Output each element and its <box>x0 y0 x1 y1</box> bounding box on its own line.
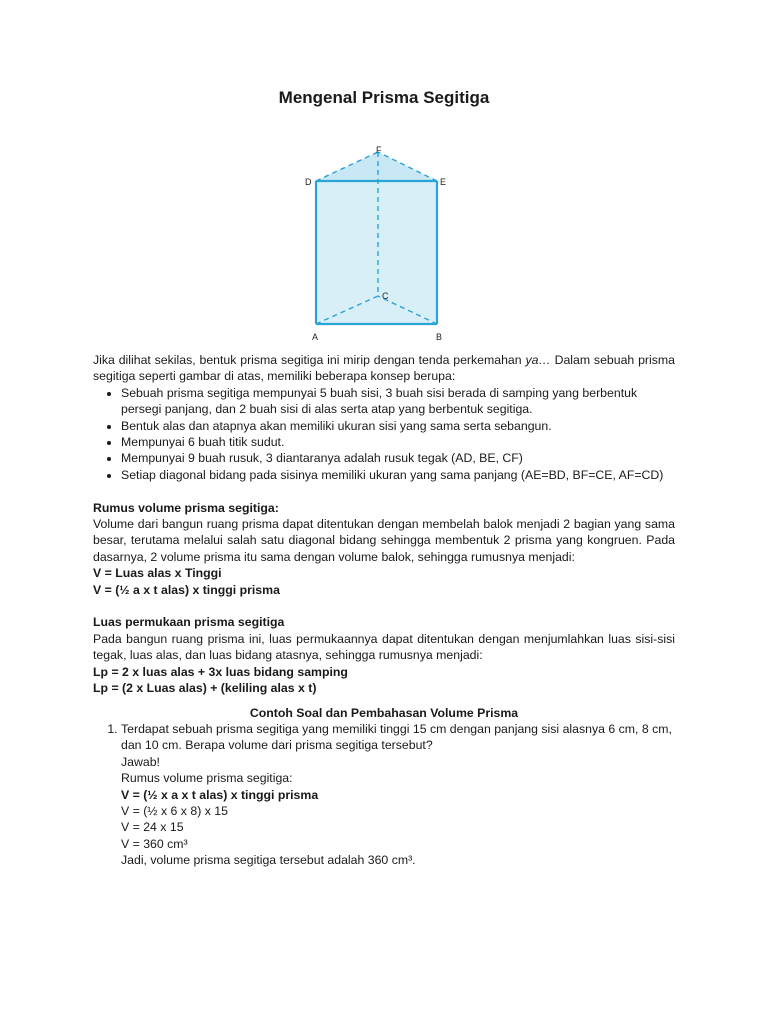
example-question: 1. Terdapat sebuah prisma segitiga yang memiliki tinggi 15 cm dengan panjang sisi alasnya 6 cm, 8 cm, dan 10 cm. Berapa volume dari prisma segitiga tersebut? <box>121 721 672 753</box>
page-title: Mengenal Prisma Segitiga <box>278 88 490 107</box>
intro-text-ya: ya… <box>525 353 551 367</box>
list-item: • Mempunyai 6 buah titik sudut. <box>121 434 675 450</box>
example-formula: V = (½ x a x t alas) x tinggi prisma <box>121 787 319 802</box>
surface-formula-1: Lp = 2 x luas alas + 3x luas bidang samping <box>93 664 348 679</box>
prism-front-face <box>316 181 437 324</box>
vertex-label-A: A <box>312 332 319 342</box>
document-body <box>93 352 675 869</box>
example-list <box>93 721 675 869</box>
example-step-1: V = (½ x 6 x 8) x 15 <box>121 803 228 818</box>
surface-heading: Luas permukaan prisma segitiga <box>93 615 285 630</box>
list-item: • Mempunyai 9 buah rusuk, 3 diantaranya adalah rusuk tegak (AD, BE, CF) <box>121 450 675 466</box>
vertex-label-B: B <box>436 332 443 342</box>
list-item: • Setiap diagonal bidang pada sisinya memiliki ukuran yang sama panjang (AE=BD, BF=CE, AF=CD) <box>121 467 675 483</box>
volume-paragraph: Volume dari bangun ruang prisma dapat ditentukan dengan membelah balok menjadi 2 bagian yang sama besar, terutama melalui salah satu diagonal bidang sehingga membentuk 2 prisma yang kongruen. Pada dasarnya, 2 volume prisma itu sama dengan volume balok, sehingga rumusnya menjadi: <box>93 517 675 564</box>
list-item: • Sebuah prisma segitiga mempunyai 5 buah sisi, 3 buah sisi berada di samping yang berbentuk persegi panjang, dan 2 buah sisi di alas serta atap yang berbentuk segitiga. <box>121 385 675 418</box>
list-item: • Bentuk alas dan atapnya akan memiliki ukuran sisi yang sama serta sebangun. <box>121 418 675 434</box>
volume-formula-2: V = (½ a x t alas) x tinggi prisma <box>93 582 280 597</box>
example-heading: Contoh Soal dan Pembahasan Volume Prisma <box>249 705 519 720</box>
example-answer-label: Jawab! <box>121 754 160 769</box>
example-item <box>121 721 675 869</box>
intro-paragraph <box>93 352 675 385</box>
intro-text-1: Jika dilihat sekilas, bentuk prisma segitiga ini mirip dengan tenda perkemahan <box>93 353 526 367</box>
volume-heading: Rumus volume prisma segitiga: <box>93 500 279 515</box>
vertex-label-F: F <box>376 145 382 155</box>
example-step-2: V = 24 x 15 <box>121 820 184 835</box>
concept-list <box>93 385 675 483</box>
example-formula-label: Rumus volume prisma segitiga: <box>121 771 293 786</box>
surface-formula-2: Lp = (2 x Luas alas) + (keliling alas x t) <box>93 681 317 696</box>
prism-figure <box>300 144 460 344</box>
vertex-label-C: C <box>382 291 389 301</box>
prism-top-face <box>316 152 437 181</box>
example-conclusion: Jadi, volume prisma segitiga tersebut adalah 360 cm³. <box>121 853 416 868</box>
volume-formula-1: V = Luas alas x Tinggi <box>93 566 222 581</box>
intro-text-2: Dalam sebuah prisma segitiga seperti gambar di atas, memiliki beberapa konsep berupa: <box>93 353 675 384</box>
vertex-label-D: D <box>305 177 312 187</box>
surface-paragraph: Pada bangun ruang prisma ini, luas permukaannya dapat ditentukan dengan menjumlahkan luas sisi-sisi tegak, luas alas, dan luas bidang atasnya, sehingga rumusnya menjadi: <box>93 631 675 663</box>
example-step-3: V = 360 cm³ <box>121 836 188 851</box>
triangular-prism-diagram <box>300 144 460 344</box>
vertex-label-E: E <box>440 177 447 187</box>
